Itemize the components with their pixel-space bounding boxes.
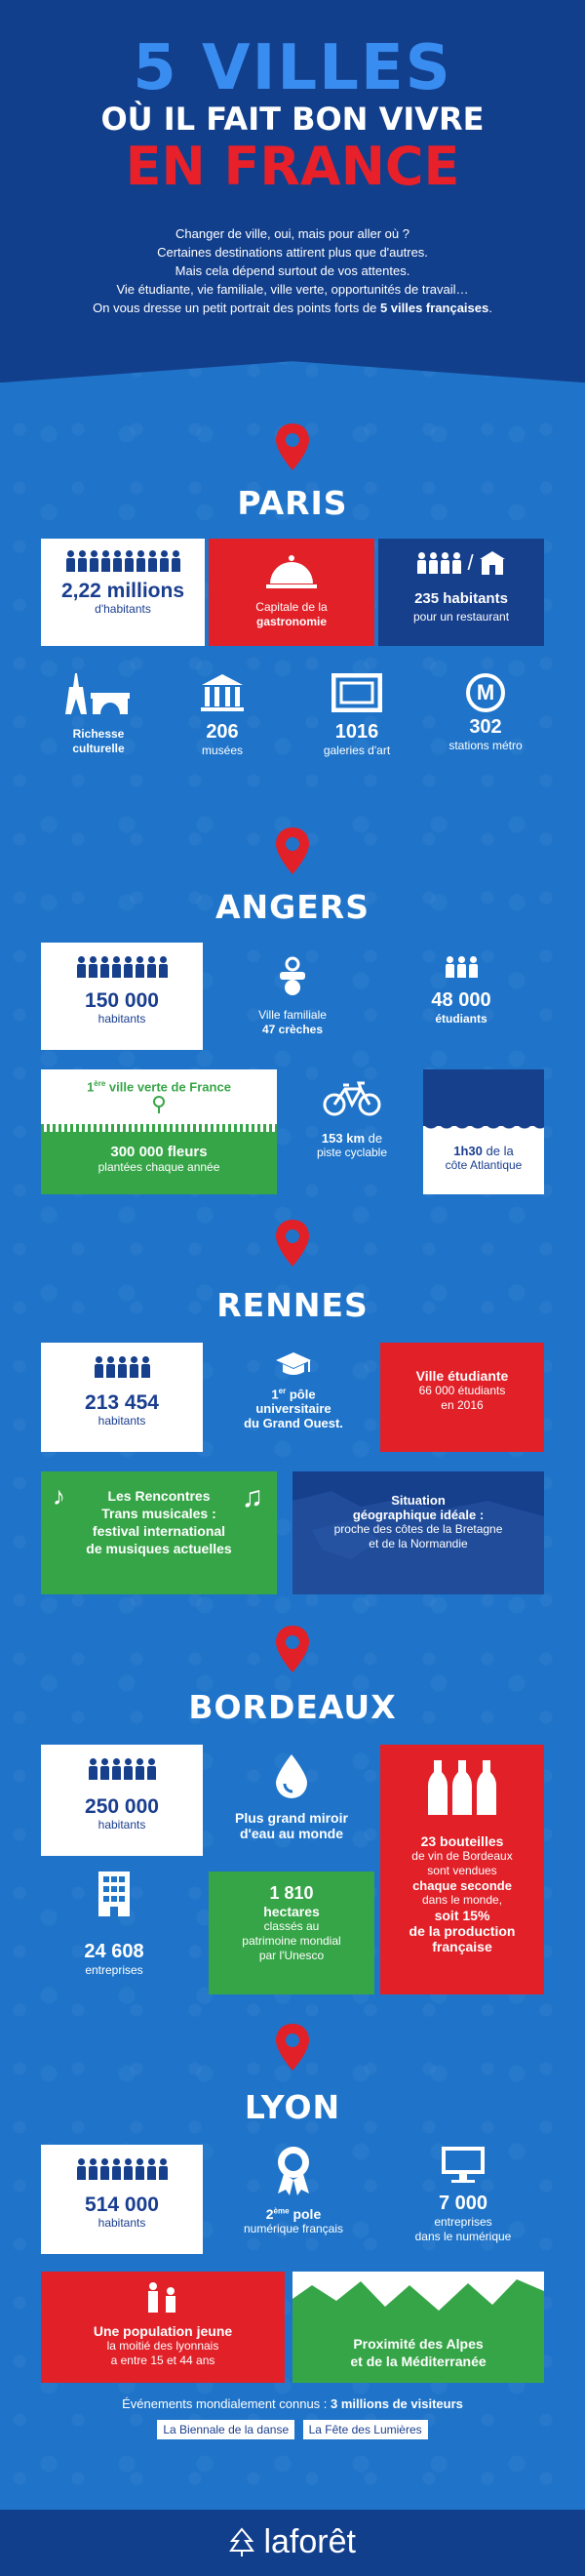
paris-culture	[41, 673, 156, 756]
pole-lyon-label-2: numérique français	[243, 2222, 344, 2235]
lyon-habitants-card	[41, 2145, 203, 2254]
intro-line: On vous dresse un petit portrait des points forts de 5 villes françaises.	[93, 301, 492, 315]
rennes-situation-card	[292, 1471, 544, 1594]
map-pin-icon	[273, 422, 312, 472]
intro-line: Mais cela dépend surtout de vos attentes.	[175, 263, 410, 278]
computer-monitor-icon	[440, 2145, 487, 2184]
etudiante-label: Ville étudiante	[415, 1368, 509, 1384]
lyon-entr-line: entreprises	[434, 2215, 492, 2229]
people-icon	[398, 956, 525, 978]
paris-restaurant-card	[378, 539, 544, 646]
fleurs-label: plantées chaque année	[98, 1160, 220, 1174]
lyon-habitants-value: 514 000	[85, 2194, 159, 2216]
etudiants-label: étudiants	[435, 1012, 488, 1026]
angers-habitants-card	[41, 943, 203, 1050]
award-medal-icon	[274, 2145, 313, 2195]
vin-line: de vin de Bordeaux	[411, 1849, 513, 1863]
angers-cote-card	[423, 1069, 544, 1194]
rennes-pole	[220, 1350, 367, 1430]
music-note-icon: ♪	[53, 1481, 65, 1510]
hectares-line: patrimoine mondial	[242, 1934, 341, 1948]
creches-label: 47 crèches	[261, 1023, 324, 1036]
graduation-cap-icon	[274, 1350, 313, 1378]
title-line-2: OÙ IL FAIT BON VIVRE	[100, 101, 485, 138]
water-drop-icon	[272, 1752, 311, 1799]
events-line: Événements mondialement connus : 3 millions de visiteurs	[122, 2396, 463, 2411]
hectares-value: 1 810	[269, 1883, 314, 1903]
paris-habitants-label: d'habitants	[95, 602, 151, 616]
resto-value: 235 habitants	[414, 590, 508, 607]
event-tag: La Biennale de la danse	[157, 2420, 294, 2439]
brand-footer	[0, 2510, 585, 2576]
intro-line: Vie étudiante, vie familiale, ville verte, opportunités de travail…	[116, 282, 469, 297]
title-line-1: 5 VILLES	[133, 32, 452, 104]
header	[0, 0, 585, 361]
alpes-line: et de la Méditerranée	[350, 2354, 487, 2369]
wine-bottles-icon	[426, 1760, 498, 1815]
eiffel-tower-icon	[61, 673, 136, 716]
rennes-rencontres-card	[41, 1471, 277, 1594]
events-tags	[0, 2420, 585, 2439]
bordeaux-unesco-card	[209, 1872, 374, 1994]
fleurs-value: 300 000 fleurs	[110, 1144, 208, 1160]
museum-icon	[200, 673, 245, 712]
city-title-lyon: LYON	[244, 2088, 341, 2126]
miroir-line: d'eau au monde	[239, 1826, 343, 1841]
mountains-icon	[292, 2272, 544, 2330]
angers-famille	[224, 956, 361, 1037]
lyon-entr-value: 7 000	[438, 2193, 488, 2214]
map-pin-icon	[273, 2022, 312, 2073]
culture-label-1: Richesse	[72, 727, 125, 741]
intro-line: Changer de ville, oui, mais pour aller où ?	[176, 226, 410, 241]
rencontres-line: de musiques actuelles	[86, 1541, 232, 1556]
leaf-pin-icon	[152, 1096, 166, 1113]
pop-line: a entre 15 et 44 ans	[110, 2354, 215, 2367]
map-pin-icon	[273, 825, 312, 876]
bordeaux-entreprises	[41, 1870, 187, 1978]
lyon-habitants-label: habitants	[98, 2216, 146, 2230]
paris-metro	[427, 673, 544, 753]
bicycle-icon	[322, 1081, 382, 1116]
angers-etudiants	[398, 956, 525, 1026]
situation-line: Situation	[391, 1493, 446, 1508]
pop-line: la moitié des lyonnais	[106, 2339, 219, 2353]
restaurant-icon	[480, 550, 505, 576]
city-title-paris: PARIS	[237, 484, 348, 522]
paris-habitants-value: 2,22 millions	[60, 580, 185, 602]
resto-label: pour un restaurant	[412, 610, 510, 624]
hectares-line: hectares	[263, 1904, 320, 1919]
vin-line: chaque seconde	[412, 1878, 512, 1893]
hectares-line: classés au	[263, 1919, 320, 1933]
cote-label-2: côte Atlantique	[445, 1158, 523, 1172]
vin-line: 23 bouteilles	[420, 1833, 504, 1849]
galeries-value: 1016	[334, 721, 379, 743]
rennes-habitants-card	[41, 1343, 203, 1452]
hectares-line: par l'Unesco	[258, 1949, 325, 1962]
vin-line: de la production	[409, 1923, 516, 1939]
rennes-habitants-label: habitants	[98, 1414, 146, 1428]
rencontres-line: Trans musicales :	[101, 1506, 216, 1521]
gallery-frame-icon	[332, 673, 382, 712]
situation-line: et de la Normandie	[369, 1537, 468, 1550]
musees-value: 206	[206, 721, 239, 743]
angers-habitants-value: 150 000	[85, 989, 159, 1012]
bordeaux-miroir	[209, 1752, 374, 1841]
alpes-line: Proximité des Alpes	[353, 2336, 484, 2352]
people-icon	[41, 1356, 203, 1378]
entreprises-value: 24 608	[84, 1941, 144, 1962]
lyon-pole	[220, 2145, 367, 2236]
lyon-population-card	[41, 2272, 285, 2383]
lyon-entreprises	[390, 2145, 536, 2244]
vin-line: dans le monde,	[421, 1893, 503, 1907]
vin-line: soit 15%	[434, 1908, 490, 1923]
situation-line: géographique idéale :	[352, 1508, 485, 1522]
people-icon	[41, 2158, 203, 2180]
people-icon	[417, 552, 461, 574]
etudiants-value: 48 000	[431, 989, 491, 1011]
bordeaux-habitants-label: habitants	[98, 1818, 146, 1831]
paris-habitants-card	[41, 539, 205, 646]
gastro-label-1: Capitale de la	[255, 600, 328, 614]
tree-logo-icon	[229, 2527, 254, 2556]
pole-label-2: universitaire	[255, 1401, 332, 1417]
piste-label: 153 km de	[321, 1131, 383, 1146]
map-pin-icon	[273, 1624, 312, 1674]
entreprises-label: entreprises	[85, 1963, 143, 1977]
rencontres-line: festival international	[92, 1523, 226, 1539]
angers-habitants-label: habitants	[98, 1012, 146, 1026]
ocean-band	[423, 1069, 544, 1126]
rennes-etudiante-card	[380, 1343, 544, 1452]
title-line-3: EN FRANCE	[125, 136, 460, 197]
family-icon	[143, 2281, 182, 2314]
paris-gastronomie-card	[209, 539, 374, 646]
etudiante-year: en 2016	[441, 1398, 484, 1412]
angers-piste	[289, 1081, 415, 1160]
music-notes-icon: ♫	[241, 1481, 263, 1513]
pop-line: Une population jeune	[93, 2323, 233, 2339]
vin-line: française	[432, 1939, 492, 1954]
brand-name: laforêt	[263, 2523, 356, 2560]
rennes-habitants-value: 213 454	[85, 1391, 159, 1414]
slash-divider: /	[467, 550, 474, 575]
people-icon	[41, 550, 205, 572]
situation-line: proche des côtes de la Bretagne	[333, 1522, 503, 1536]
paris-galeries	[298, 673, 415, 758]
intro-text	[0, 224, 585, 317]
gastro-label-2: gastronomie	[255, 615, 327, 628]
city-title-rennes: RENNES	[216, 1286, 369, 1324]
city-title-angers: ANGERS	[215, 888, 370, 926]
cote-label: 1h30 de la	[453, 1144, 514, 1158]
miroir-line: Plus grand miroir	[235, 1810, 348, 1826]
metro-label: stations métro	[448, 739, 523, 752]
galeries-label: galeries d'art	[323, 744, 391, 757]
pole-lyon-label: 2ème pole	[265, 2206, 322, 2222]
metro-icon: M	[466, 673, 505, 712]
grass-band	[41, 1132, 277, 1194]
vin-line: sont vendues	[427, 1864, 497, 1877]
lyon-alpes-card	[292, 2272, 544, 2383]
lyon-entr-line: dans le numérique	[414, 2230, 512, 2243]
culture-label-2: culturelle	[72, 742, 125, 755]
people-icon	[41, 956, 203, 978]
musees-label: musées	[201, 744, 244, 757]
etudiante-count: 66 000 étudiants	[418, 1384, 506, 1397]
metro-value: 302	[469, 716, 502, 738]
people-icon	[41, 1758, 203, 1780]
rencontres-line: Les Rencontres	[107, 1488, 211, 1504]
bordeaux-vin-card	[380, 1745, 544, 1994]
cloche-icon	[264, 552, 319, 591]
piste-label-2: piste cyclable	[316, 1146, 388, 1159]
building-icon	[97, 1870, 132, 1918]
event-tag: La Fête des Lumières	[303, 2420, 428, 2439]
ville-verte-label: 1ère ville verte de France	[87, 1079, 231, 1095]
city-title-bordeaux: BORDEAUX	[188, 1688, 397, 1726]
bordeaux-habitants-card	[41, 1745, 203, 1856]
bordeaux-habitants-value: 250 000	[85, 1795, 159, 1818]
paris-musees	[174, 673, 271, 758]
angers-ville-verte-card	[41, 1069, 277, 1194]
map-pin-icon	[273, 1218, 312, 1268]
pole-label: 1er pôle	[271, 1387, 316, 1402]
pole-label-3: du Grand Ouest.	[244, 1416, 343, 1431]
intro-line: Certaines destinations attirent plus que d'autres.	[157, 245, 428, 260]
pacifier-icon	[276, 956, 309, 997]
famille-label: Ville familiale	[258, 1008, 327, 1022]
